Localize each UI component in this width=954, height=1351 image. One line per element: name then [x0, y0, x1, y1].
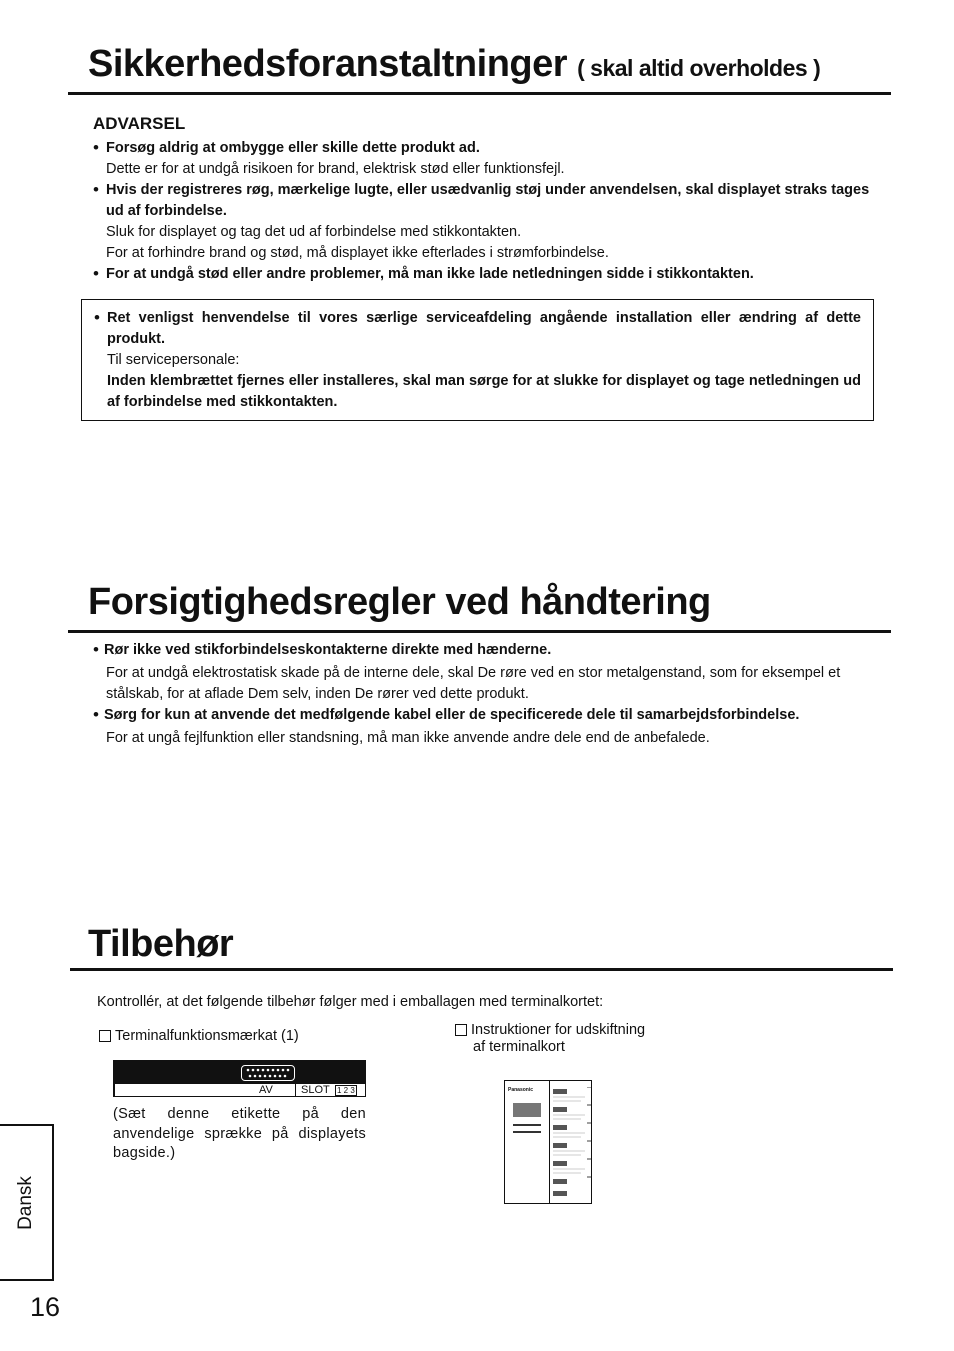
section-title-accessories: Tilbehør — [88, 923, 234, 965]
label-av: AV — [259, 1084, 273, 1096]
instruction-booklet-illustration — [504, 1080, 592, 1204]
title-rule — [68, 630, 891, 633]
title-rule — [70, 968, 893, 971]
service-notice-box — [81, 299, 874, 421]
section-title-safety: Sikkerhedsforanstaltninger ( skal altid overholdes ) — [88, 43, 821, 85]
warning-list — [93, 138, 873, 285]
page-number: 16 — [30, 1292, 61, 1322]
scart-connector-icon — [241, 1065, 295, 1081]
list-item: • Sørg for kun at anvende det medfølgende kabel eller de specificerede dele til samarbejdsforbindelse. For at ungå fejlfunktion eller standsning, må man ikke anvende andre dele end de anbefalede. — [93, 705, 893, 749]
section-title-handling: Forsigtighedsregler ved håndtering — [88, 581, 711, 623]
accessories-intro: Kontrollér, at det følgende tilbehør følger med i emballagen med terminalkortet: — [97, 994, 604, 1010]
list-item: • Ret venligst henvendelse til vores særlige serviceafdeling angående installation eller ændring af dette produkt. Til servicepersonale: Inden klembrættet fjernes eller installeres, skal man sørge for at slukke for displayet og tage netledningen ud af forbindelse med stikkontakten. — [94, 308, 861, 413]
language-tab: Dansk — [0, 1124, 54, 1281]
section-subtitle: ( skal altid overholdes ) — [577, 55, 821, 81]
list-item: • Hvis der registreres røg, mærkelige lugte, eller usædvanlig støj under anvendelsen, skal displayet straks tages ud af forbindelse. Sluk for displayet og tag det ud af forbindelse med stikkontakten. For at forhindre brand og stød, må displayet ikke efterlades i strømforbindelse. — [93, 180, 873, 264]
label-placement-note: (Sæt denne etikette på den anvendelige sprække på displayets bagside.) — [113, 1106, 366, 1161]
booklet-brand: Panasonic — [508, 1087, 534, 1093]
list-item: • For at undgå stød eller andre problemer, må man ikke lade netledningen sidde i stikkontakten. — [93, 264, 873, 285]
label-slot: SLOT — [301, 1084, 330, 1096]
booklet-pages-icon — [551, 1087, 591, 1201]
terminal-label-illustration — [113, 1060, 366, 1097]
accessory-item-label-sticker: Terminalfunktionsmærkat (1) — [99, 1026, 299, 1046]
title-rule — [68, 92, 891, 95]
service-notice-list — [94, 308, 861, 413]
handling-list — [93, 640, 893, 749]
label-slot-numbers: 1 2 3 — [337, 1086, 355, 1095]
accessory-item-instructions: Instruktioner for udskiftning af terminalkort — [455, 1022, 645, 1056]
list-item: • Forsøg aldrig at ombygge eller skille dette produkt ad. Dette er for at undgå risikoen for brand, elektrisk stød eller funktionsfejl. — [93, 138, 873, 180]
checkbox-icon — [455, 1024, 467, 1036]
checkbox-icon — [99, 1030, 111, 1042]
warning-heading: ADVARSEL — [93, 114, 186, 133]
list-item: • Rør ikke ved stikforbindelseskontakterne direkte med hænderne. For at undgå elektrostatisk skade på de interne dele, skal De røre ved en stor metalgenstand, som for eksempel et stålskab, for at aflade Dem selv, inden De rører ved dette produkt. — [93, 640, 893, 705]
